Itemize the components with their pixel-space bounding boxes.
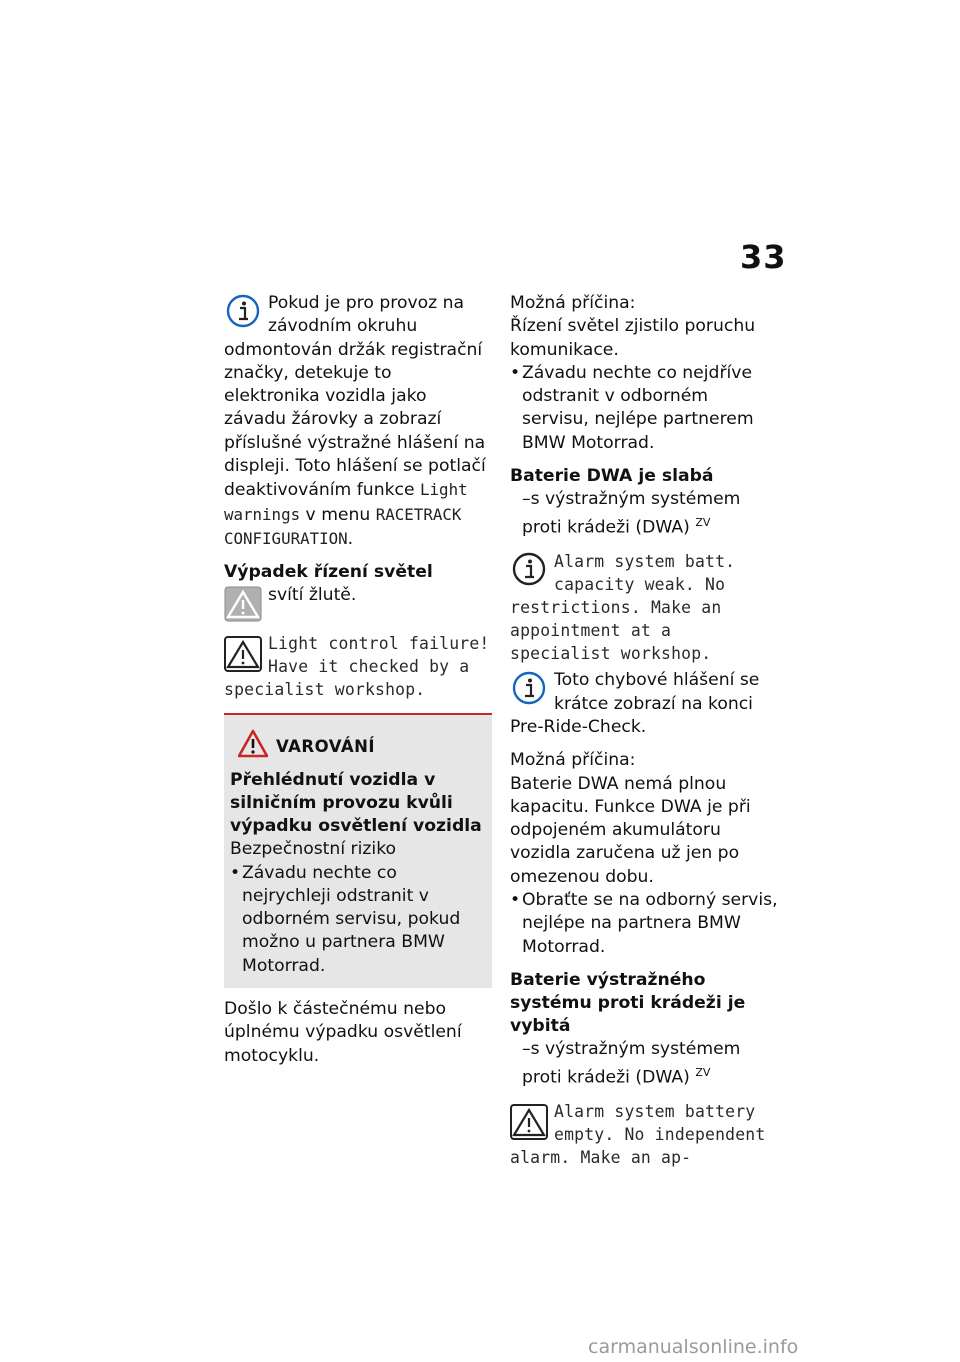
cause2-text: Baterie DWA nemá plnou kapacitu. Funkce DWA je při odpojeném akumulátoru vozidla zaručena už jen po omezenou dobu. (510, 773, 751, 887)
dash-dwa-2: –s výstražným systémem proti krádeži (DWA) $^{ZV}$ (522, 1038, 741, 1088)
section-title-dwa-weak: Baterie DWA je slabá (510, 466, 714, 487)
display-message-2: Alarm system batt. capacity weak. No restrictions. Make an appointment at a specialist workshop. (510, 552, 736, 664)
warning-risk: Bezpečnostní riziko (230, 839, 397, 860)
right-column (510, 292, 780, 1169)
warning-box (224, 713, 492, 988)
display-message: Light control failure! Have it checked by a specialist workshop. (224, 634, 490, 700)
section-title-dwa-empty: Baterie výstražného systému proti krádeži je vybitá (510, 969, 746, 1036)
info-icon (512, 552, 546, 586)
info-icon (512, 671, 546, 705)
dash-dwa-1: –s výstražným systémem proti krádeži (DWA) $^{ZV}$ (522, 489, 741, 539)
section-title-lights: Výpadek řízení světel (224, 562, 433, 583)
section-sub: svítí žlutě. (268, 585, 357, 606)
info-icon (226, 294, 260, 328)
bullet-1: • Závadu nechte co nejdříve odstranit v odborném servisu, nejlépe partnerem BMW Motorrad. (510, 362, 754, 453)
warning-bullet: • Závadu nechte co nejrychleji odstranit v odborném servisu, pokud možno u partnera BMW Motorrad. (230, 862, 461, 976)
left-after-text: Došlo k částečnému nebo úplnému výpadku osvětlení motocyklu. (224, 999, 462, 1066)
warning-label: VAROVÁNÍ (276, 737, 376, 757)
page-number: 33 (740, 238, 787, 276)
left-column (224, 292, 492, 1068)
danger-triangle-icon (238, 729, 268, 759)
info-text-2: Toto chybové hlášení se krátce zobrazí na konci Pre-Ride-Check. (510, 670, 760, 737)
cause1-text: Řízení světel zjistilo poruchu komunikace. (510, 316, 756, 360)
warning-yellow-icon (224, 586, 262, 622)
bullet-2: • Obraťte se na odborný servis, nejlépe na partnera BMW Motorrad. (510, 890, 778, 957)
info-paragraph: Pokud je pro provoz na závodním okruhu odmontován držák registrační značky, detekuje to elektronika vozidla jako závadu žárovky a zobrazí příslušné výstražné hlášení na displeji. Toto hlášení se potlačí deaktivováním funkce Light warnings v menu RACETRACK CONFIGURATION. (224, 293, 486, 549)
warning-icon (510, 1104, 548, 1140)
cause2-label: Možná příčina: (510, 750, 636, 771)
display-message-3: Alarm system battery empty. No independent alarm. Make an ap- (510, 1102, 766, 1168)
cause1-label: Možná příčina: (510, 293, 636, 313)
warning-heading: Přehlédnutí vozidla v silničním provozu kvůli výpadku osvětlení vozidla (230, 770, 482, 837)
watermark: carmanualsonline.info (588, 1336, 799, 1358)
warning-icon (224, 636, 262, 672)
